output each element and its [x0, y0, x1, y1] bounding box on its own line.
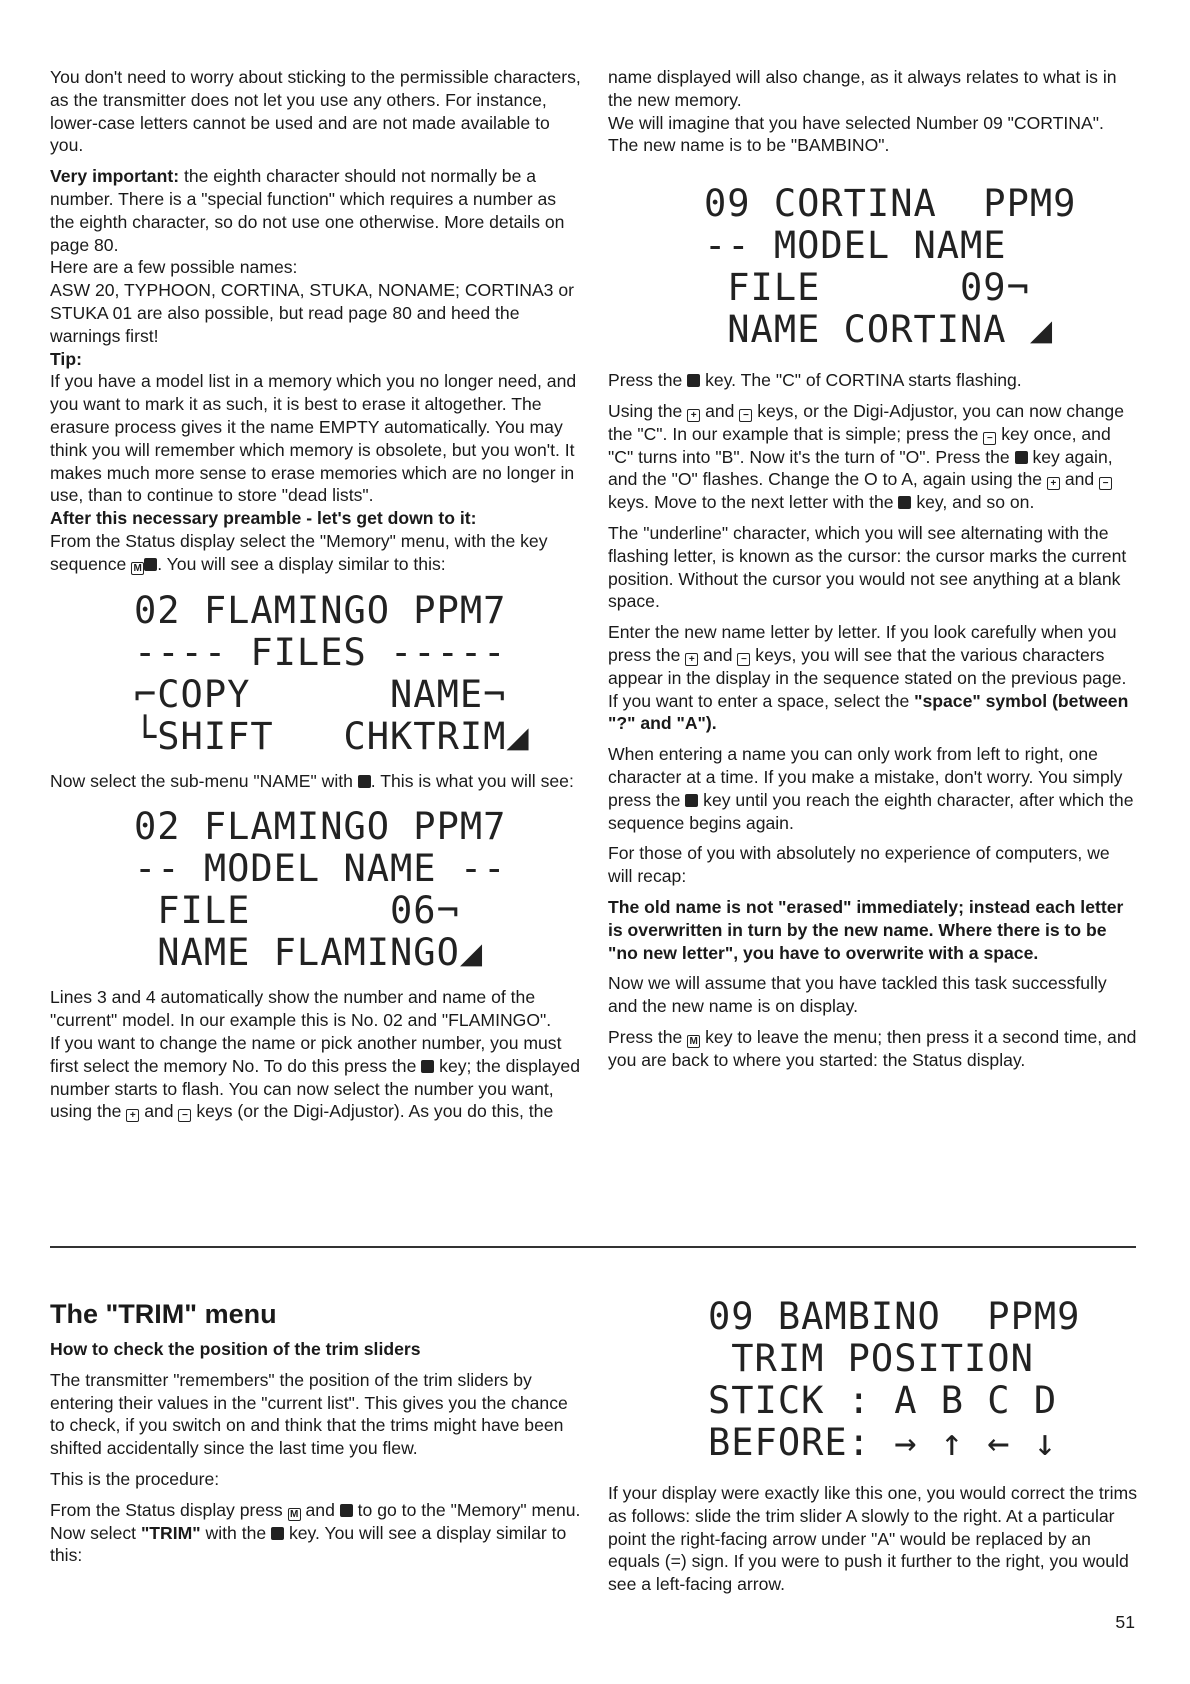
cursor-key-icon	[685, 794, 698, 807]
lcd-line: ---- FILES -----	[134, 630, 507, 674]
text: and	[144, 1101, 174, 1122]
paragraph: This is the procedure:	[50, 1468, 220, 1489]
text: and	[703, 644, 733, 665]
lcd-line: BEFORE: → ↑ ← ↓	[708, 1421, 1058, 1464]
cursor-key-icon	[898, 496, 911, 509]
text: Now select the sub-menu "NAME" with	[50, 770, 353, 791]
text: keys, you will see that the various characters appear in the display in the sequence stated on the previous page. If you want to enter a space, select the	[608, 644, 1127, 711]
paragraph: name displayed will also change, as it always relates to what is in the new memory.	[608, 67, 1117, 110]
text: key until you reach the eighth character, after which the sequence begins again.	[608, 789, 1134, 833]
paragraph: Lines 3 and 4 automatically show the number and name of the "current" model. In our example this is No. 02 and "FLAMINGO".	[50, 987, 552, 1031]
text: key again, and the "O" flashes. Change the O to A, again using the	[608, 446, 1113, 490]
text: Using the	[608, 400, 683, 421]
m-key-icon: M	[131, 562, 144, 575]
paragraph: Here are a few possible names:	[50, 257, 298, 278]
text: . You will see a display similar to this:	[157, 553, 446, 574]
lcd-line: FILE 06¬	[134, 889, 460, 933]
plus-key-icon: +	[126, 1109, 139, 1122]
text: From the Status display select the "Memory" menu, with the key sequence	[50, 530, 548, 574]
paragraph	[608, 743, 1138, 834]
lcd-display-model-name	[134, 806, 582, 974]
lcd-display-cortina	[704, 183, 1138, 351]
paragraph	[608, 369, 1138, 392]
lcd-line: FILE 09¬	[704, 266, 1030, 310]
lcd-line: -- MODEL NAME	[704, 224, 1007, 268]
paragraph: The transmitter "remembers" the position of the trim sliders by entering their values in the "current list". This gives you the chance to check, if you switch on and think that the trims might have been shifted accidentally since the last time you flew.	[50, 1369, 568, 1459]
plus-key-icon: +	[687, 409, 700, 422]
plus-key-icon: +	[685, 653, 698, 666]
right-key-icon	[358, 775, 371, 788]
paragraph: We will imagine that you have selected Number 09 "CORTINA". The new name is to be "BAMBINO".	[608, 112, 1104, 156]
text: Press the	[608, 1026, 683, 1047]
minus-key-icon: −	[739, 409, 752, 422]
text: "space" symbol (between "?" and "A").	[608, 690, 1129, 734]
lcd-line: ⌐COPY NAME¬	[134, 672, 507, 716]
lcd-line: TRIM POSITION	[708, 1337, 1034, 1380]
text: key to leave the menu; then press it a second time, and you are back to where you started: the Status display.	[608, 1026, 1137, 1070]
cursor-key-icon	[271, 1527, 284, 1540]
down-key-icon	[144, 558, 157, 571]
minus-key-icon: −	[1099, 477, 1112, 490]
preamble-label: After this necessary preamble - let's get down to it:	[50, 508, 477, 529]
text: and	[305, 1499, 335, 1520]
paragraph	[608, 621, 1138, 735]
minus-key-icon: −	[178, 1109, 191, 1122]
cursor-key-icon	[687, 374, 700, 387]
page-number: 51	[1115, 1612, 1135, 1632]
text: the eighth character should not normally be a number. There is a "special function" which requires a number as the eighth character, so do not use one otherwise. More details on page 80.	[50, 166, 565, 255]
paragraph	[50, 530, 582, 576]
text: key. The "C" of CORTINA starts flashing.	[705, 370, 1022, 391]
paragraph: The old name is not "erased" immediately; instead each letter is overwritten in turn by the new name. Where there is to be "no new letter", you have to overwrite with a space.	[608, 896, 1124, 963]
trim-left-column	[50, 1298, 582, 1575]
label: Very important:	[50, 166, 180, 187]
lcd-line: NAME FLAMINGO◢	[134, 931, 484, 975]
paragraph	[608, 400, 1138, 514]
minus-key-icon: −	[983, 432, 996, 445]
paragraph: For those of you with absolutely no experience of computers, we will recap:	[608, 843, 1110, 887]
text: keys, or the Digi-Adjustor, you can now change the "C". In our example that is simple; press the	[608, 400, 1124, 444]
lcd-display-trim	[708, 1296, 1138, 1464]
text: key; the displayed number starts to flash. You can now select the number you want, using the	[50, 1055, 580, 1122]
paragraph	[608, 1026, 1138, 1072]
lcd-line: 09 CORTINA PPM9	[704, 182, 1077, 226]
text: keys (or the Digi-Adjustor). As you do this, the	[196, 1101, 554, 1122]
text: key. You will see a display similar to this:	[50, 1522, 567, 1566]
cursor-key-icon	[1015, 451, 1028, 464]
text: If you want to change the name or pick another number, you must first select the memory No. To do this press the	[50, 1032, 562, 1076]
section-heading: The "TRIM" menu	[50, 1299, 277, 1329]
lcd-line: 02 FLAMINGO PPM7	[134, 805, 507, 849]
text: to go to the "Memory" menu. Now select	[50, 1499, 581, 1543]
text: key, and so on.	[916, 492, 1035, 513]
section-divider	[50, 1246, 1136, 1248]
text: and	[1064, 469, 1095, 490]
text: key once, and "C" turns into "B". Now it's the turn of "O". Press the	[608, 423, 1111, 467]
m-key-icon: M	[687, 1035, 700, 1048]
paragraph	[50, 1032, 582, 1123]
plus-key-icon: +	[1047, 477, 1060, 490]
paragraph	[50, 770, 582, 793]
lcd-line: STICK : A B C D	[708, 1379, 1058, 1422]
paragraph: The "underline" character, which you will see alternating with the flashing letter, is known as the cursor: the cursor marks the current position. Without the cursor you would not see anything at a blank space.	[608, 522, 1127, 612]
lcd-line: 02 FLAMINGO PPM7	[134, 588, 507, 632]
right-column	[608, 66, 1138, 1080]
tip-label: Tip:	[50, 348, 82, 369]
lcd-line: NAME CORTINA ◢	[704, 308, 1054, 352]
paragraph: Now we will assume that you have tackled this task successfully and the new name is on display.	[608, 973, 1107, 1017]
lcd-line: -- MODEL NAME --	[134, 847, 507, 891]
m-key-icon: M	[288, 1508, 301, 1521]
text: keys. Move to the next letter with the	[608, 492, 894, 513]
section-subheading: How to check the position of the trim sliders	[50, 1339, 421, 1359]
text: . This is what you will see:	[370, 770, 574, 791]
lcd-line: └SHIFT CHKTRIM◢	[134, 714, 530, 758]
text: "TRIM"	[140, 1522, 201, 1543]
lcd-display-files	[134, 590, 582, 758]
down-key-icon	[340, 1504, 353, 1517]
left-column	[50, 66, 582, 1123]
minus-key-icon: −	[737, 653, 750, 666]
lcd-line: 09 BAMBINO PPM9	[708, 1295, 1081, 1338]
paragraph: ASW 20, TYPHOON, CORTINA, STUKA, NONAME; CORTINA3 or STUKA 01 are also possible, but read page 80 and heed the warnings first!	[50, 280, 574, 346]
trim-right-column	[608, 1296, 1138, 1604]
paragraph: If your display were exactly like this one, you would correct the trims as follows: slide the trim slider A slowly to the right. At a particular point the right-facing arrow under "A" would be replaced by an equals (=) sign. If you were to push it further to the right, you would see a left-facing arrow.	[608, 1483, 1138, 1595]
text: with the	[205, 1522, 267, 1543]
paragraph	[50, 165, 582, 256]
paragraph: You don't need to worry about sticking to the permissible characters, as the transmitter does not let you use any others. For instance, lower-case letters cannot be used and are not made available to you.	[50, 67, 581, 156]
text: and	[705, 400, 735, 421]
text: Press the	[608, 370, 683, 391]
text: From the Status display press	[50, 1499, 283, 1520]
text: When entering a name you can only work from left to right, one character at a time. If you make a mistake, don't worry. You simply press the	[608, 744, 1123, 810]
right-key-icon	[421, 1060, 434, 1073]
paragraph	[50, 1499, 582, 1567]
paragraph: If you have a model list in a memory which you no longer need, and you want to mark it as such, it is best to erase it altogether. The erasure process gives it the name EMPTY automatically. You may think you will remember which memory is obsolete, but you won't. It makes much more sense to erase memories which are no longer in use, than to continue to store "dead lists".	[50, 371, 577, 506]
text: Enter the new name letter by letter. If you look carefully when you press the	[608, 622, 1117, 665]
